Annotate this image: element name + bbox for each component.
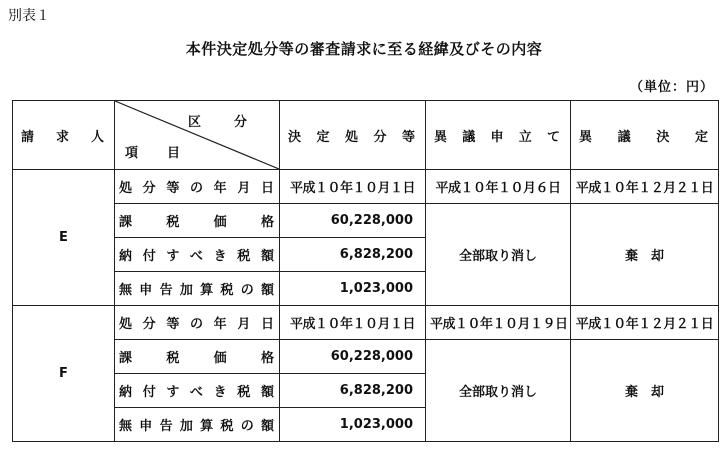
header-category: 区 分	[187, 115, 257, 130]
tax-amount: 6,828,200	[280, 238, 426, 272]
row-label: 処分等の年月日	[115, 306, 280, 340]
table-row	[13, 204, 719, 238]
objection-date: 平成１０年１０月６日	[426, 170, 571, 204]
requester-name: F	[13, 306, 115, 442]
header-decision: 決定処分等	[280, 101, 426, 170]
appeal-history-table	[12, 100, 719, 442]
decision-date: 平成１０年１０月１日	[280, 306, 426, 340]
document-label: 別表１	[8, 8, 50, 24]
header-item: 項 目	[125, 146, 189, 161]
objection-date: 平成１０年１０月１９日	[426, 306, 571, 340]
table-row	[13, 170, 719, 204]
document-title: 本件決定処分等の審査請求に至る経緯及びその内容	[185, 40, 543, 58]
requester-name: E	[13, 170, 115, 306]
header-objection: 異議申立て	[426, 101, 571, 170]
penalty-amount: 1,023,000	[280, 408, 426, 442]
objection-decision-date: 平成１０年１２月２１日	[571, 306, 719, 340]
row-label: 課税価格	[115, 204, 280, 238]
objection-result: 棄 却	[571, 204, 719, 306]
header-requester: 請 求 人	[13, 101, 115, 170]
table-row	[13, 306, 719, 340]
row-label: 処分等の年月日	[115, 170, 280, 204]
table-row	[13, 340, 719, 374]
header-objection-decision: 異議決定	[571, 101, 719, 170]
row-label: 納付すべき税額	[115, 374, 280, 408]
unit-note: （単位：円）	[629, 80, 714, 95]
objection-content: 全部取り消し	[426, 340, 571, 442]
taxable-price: 60,228,000	[280, 204, 426, 238]
tax-amount: 6,828,200	[280, 374, 426, 408]
row-label: 課税価格	[115, 340, 280, 374]
taxable-price: 60,228,000	[280, 340, 426, 374]
objection-result: 棄 却	[571, 340, 719, 442]
row-label: 納付すべき税額	[115, 238, 280, 272]
row-label: 無申告加算税の額	[115, 272, 280, 306]
objection-content: 全部取り消し	[426, 204, 571, 306]
header-row	[13, 101, 719, 170]
decision-date: 平成１０年１０月１日	[280, 170, 426, 204]
penalty-amount: 1,023,000	[280, 272, 426, 306]
row-label: 無申告加算税の額	[115, 408, 280, 442]
header-category-item	[115, 101, 280, 170]
objection-decision-date: 平成１０年１２月２１日	[571, 170, 719, 204]
